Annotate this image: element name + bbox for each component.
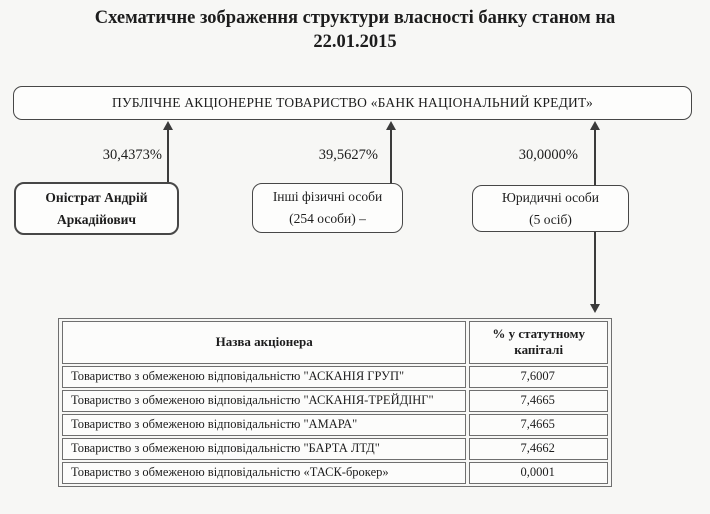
shareholder-name-cell: Товариство з обмеженою відповідальністю «ТАСК-брокер» (62, 462, 466, 484)
capital-percent-cell: 0,0001 (469, 462, 608, 484)
owner-node-legal-entities (472, 185, 629, 232)
table-row (62, 414, 608, 436)
table-row (62, 438, 608, 460)
owner-node-label-line-2: (5 осіб) (529, 211, 572, 227)
capital-percent-cell: 7,4665 (469, 414, 608, 436)
ownership-percent-3: 30,0000% (518, 147, 578, 163)
shareholder-name-cell: Товариство з обмеженою відповідальністю "АМАРА" (62, 414, 466, 436)
ownership-percent-2: 39,5627% (318, 147, 378, 163)
owner-node-individuals (252, 183, 403, 233)
col-header-capital-percent: % у статутному капіталі (469, 321, 608, 364)
arrow-down-icon (590, 304, 600, 313)
arrow-up-icon (590, 121, 600, 130)
table-row (62, 366, 608, 388)
shareholders-table (58, 318, 612, 487)
shareholder-name-cell: Товариство з обмеженою відповідальністю "АСКАНІЯ ГРУП" (62, 366, 466, 388)
shareholder-name-cell: Товариство з обмеженою відповідальністю "АСКАНІЯ-ТРЕЙДІНГ" (62, 390, 466, 412)
owner-node-label-line-1: Юридичні особи (501, 189, 599, 205)
table-header-row (62, 321, 608, 364)
page-title-line-1: Схематичне зображення структури власності банку станом на (94, 8, 616, 28)
owner-node-label-line-2: (254 особи) – (289, 211, 366, 226)
bank-node-label: ПУБЛІЧНЕ АКЦІОНЕРНЕ ТОВАРИСТВО «БАНК НАЦІОНАЛЬНИЙ КРЕДИТ» (112, 95, 593, 110)
arrow-up-icon (386, 121, 396, 130)
owner-node-onistrat (14, 182, 179, 235)
owner-node-label-line-2: Аркадійович (56, 211, 137, 227)
owner-node-label-line-1: Інші фізичні особи (272, 189, 383, 205)
capital-percent-cell: 7,4665 (469, 390, 608, 412)
col-header-shareholder-name: Назва акціонера (62, 321, 466, 364)
owner-node-label-line-1: Оністрат Андрій (45, 189, 148, 205)
bank-node (13, 86, 692, 120)
arrow-up-icon (163, 121, 173, 130)
table-row (62, 462, 608, 484)
ownership-connector-line-2 (390, 128, 392, 184)
shareholder-name-cell: Товариство з обмеженою відповідальністю "БАРТА ЛТД" (62, 438, 466, 460)
page-title (0, 7, 710, 54)
capital-percent-cell: 7,4662 (469, 438, 608, 460)
table-row (62, 390, 608, 412)
ownership-percent-1: 30,4373% (102, 147, 162, 163)
page-title-line-2: 22.01.2015 (313, 31, 397, 52)
ownership-connector-line-1 (167, 128, 169, 184)
capital-percent-cell: 7,6007 (469, 366, 608, 388)
